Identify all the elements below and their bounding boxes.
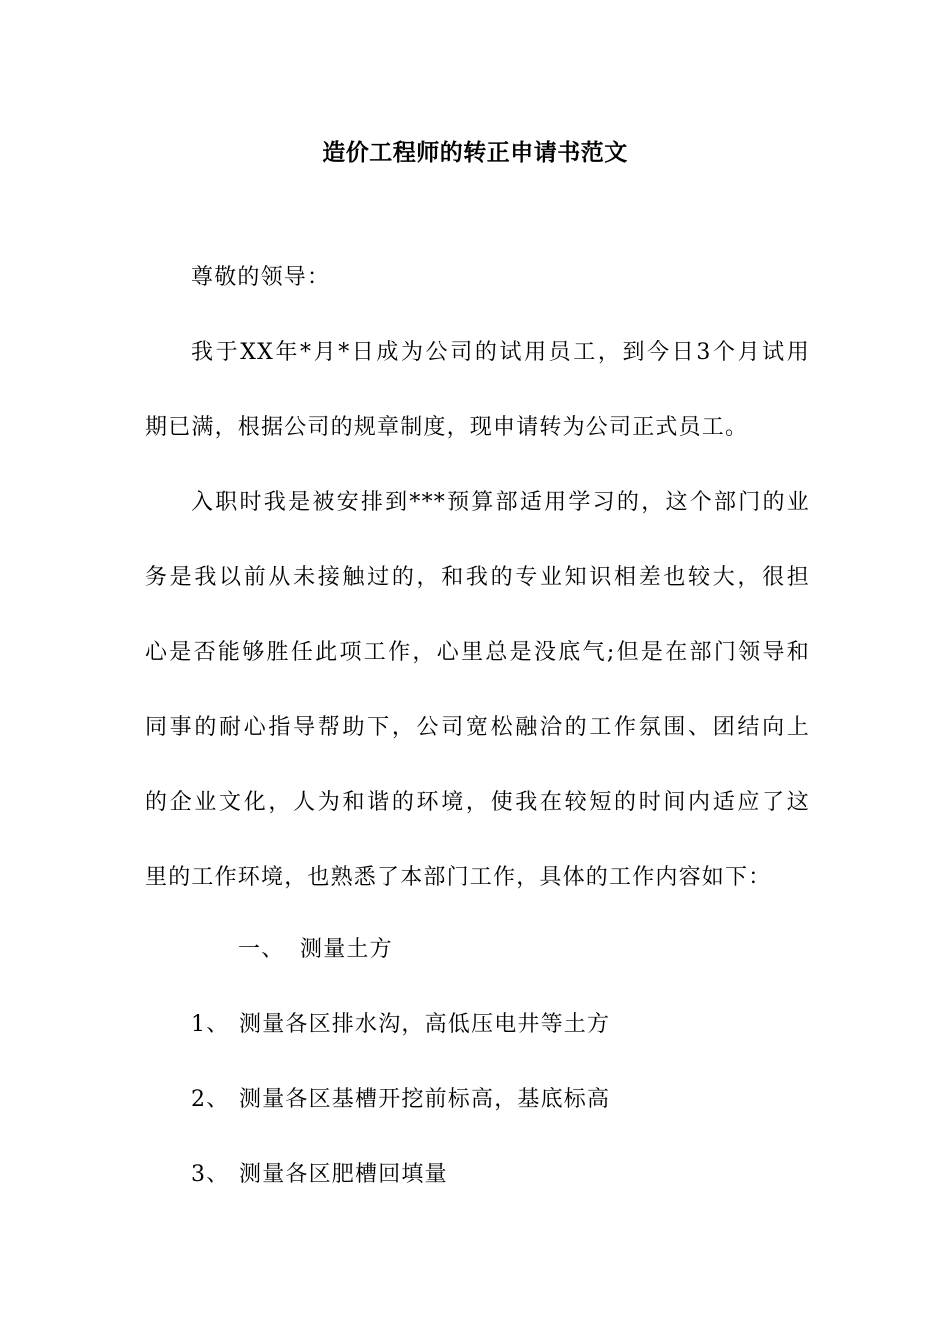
paragraph-2-line-3: 心是否能够胜任此项工作，心里总是没底气;但是在部门领导和 bbox=[145, 640, 810, 665]
paragraph-2-line-5: 的企业文化，人为和谐的环境，使我在较短的时间内适应了这 bbox=[145, 790, 810, 815]
paragraph-2-line-1: 入职时我是被安排到***预算部适用学习的，这个部门的业 bbox=[191, 490, 810, 515]
salutation: 尊敬的领导： bbox=[191, 265, 331, 290]
paragraph-2-line-6: 里的工作环境，也熟悉了本部门工作，具体的工作内容如下： bbox=[145, 865, 772, 890]
list-item bbox=[145, 1007, 810, 1043]
list-item-number: 2、 bbox=[191, 1087, 230, 1112]
paragraph-1-line-1: 我于XX年*月*日成为公司的试用员工，到今日3个月试用 bbox=[191, 340, 810, 365]
list-item-number: 1、 bbox=[191, 1012, 230, 1037]
list-item bbox=[145, 1157, 810, 1193]
paragraph-2-line-4: 同事的耐心指导帮助下，公司宽松融洽的工作氛围、团结向上 bbox=[145, 715, 810, 740]
list-item-text: 测量各区肥槽回填量 bbox=[239, 1162, 448, 1187]
list-item-text: 测量各区排水沟，高低压电井等土方 bbox=[239, 1012, 611, 1037]
section-heading-1 bbox=[145, 932, 810, 968]
list-item bbox=[145, 1082, 810, 1118]
document-title: 造价工程师的转正申请书范文 bbox=[322, 139, 628, 166]
list-item-number: 3、 bbox=[191, 1162, 230, 1187]
section-number: 一、 bbox=[238, 937, 285, 962]
section-heading-text: 测量土方 bbox=[300, 937, 393, 962]
paragraph-2-line-2: 务是我以前从未接触过的，和我的专业知识相差也较大，很担 bbox=[145, 565, 810, 590]
paragraph-1-line-2: 期已满，根据公司的规章制度，现申请转为公司正式员工。 bbox=[145, 415, 749, 440]
list-item-text: 测量各区基槽开挖前标高，基底标高 bbox=[239, 1087, 611, 1112]
